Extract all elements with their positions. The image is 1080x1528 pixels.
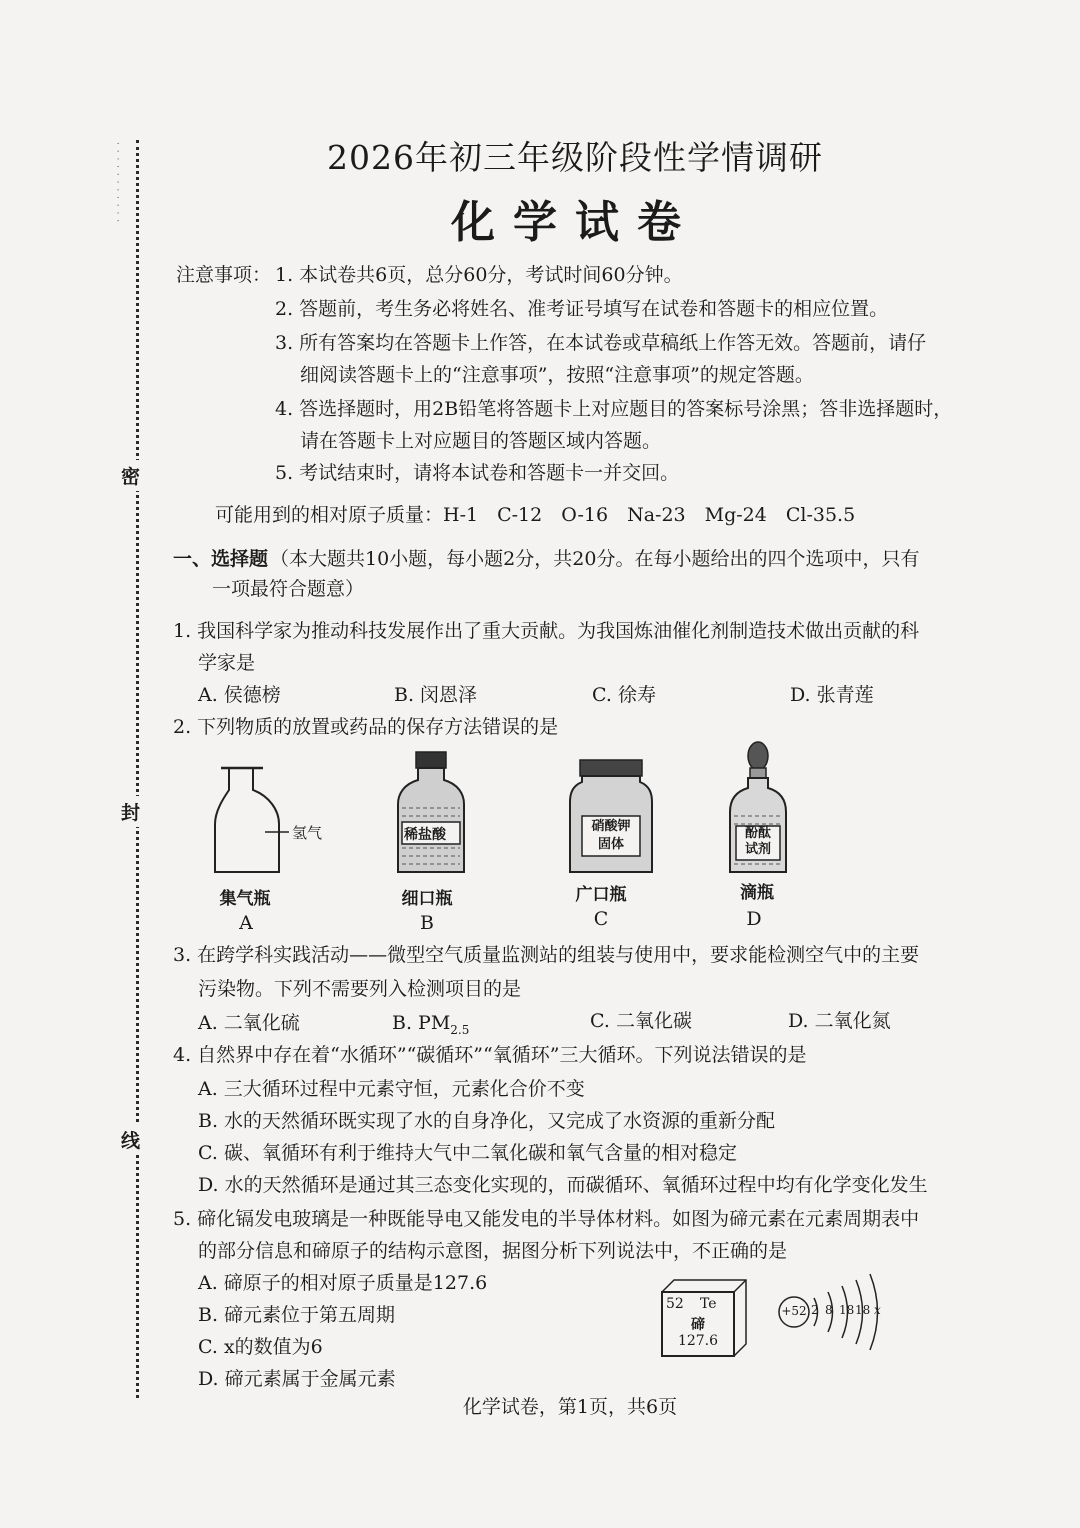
bottle-d-letter: D: [746, 908, 762, 930]
atom-shell-3: 18: [839, 1303, 855, 1317]
binding-char-mi: 密: [121, 460, 140, 491]
notice-label: 注意事项：: [176, 264, 272, 286]
section-title: 一、选择题: [173, 548, 269, 570]
atom-shell-4: 18: [855, 1303, 871, 1317]
narrow-mouth-bottle-figure: [394, 748, 474, 880]
q1-stem-cont: 学家是: [198, 652, 256, 674]
notice-item-4: 4. 答选择题时，用2B铅笔将答题卡上对应题目的答案标号涂黑；答非选择题时，: [275, 398, 953, 420]
bottle-a-letter: A: [239, 912, 253, 934]
q3-option-b-subscript: 2.5: [450, 1022, 470, 1037]
atomic-mass-line: 可能用到的相对原子质量：H-1 C-12 O-16 Na-23 Mg-24 Cl-35.5: [215, 504, 856, 526]
q4-option-c: C. 碳、氧循环有利于维持大气中二氧化碳和氧气含量的相对稳定: [198, 1142, 737, 1164]
q3-option-b-text: B. PM: [392, 1012, 451, 1034]
bottle-c-letter: C: [593, 908, 609, 930]
q4-option-b: B. 水的天然循环既实现了水的自身净化，又完成了水资源的重新分配: [198, 1110, 776, 1132]
atom-shell-1: 2: [811, 1303, 819, 1317]
bottle-d-caption: 滴瓶: [740, 883, 774, 903]
q3-stem-cont: 污染物。下列不需要列入检测项目的是: [198, 978, 522, 1000]
subject-title: 化学试卷: [451, 197, 699, 248]
section-desc-cont: 一项最符合题意）: [212, 578, 365, 600]
atom-shell-5: x: [874, 1303, 881, 1317]
page-footer: 化学试卷，第1页，共6页: [462, 1396, 678, 1418]
binding-dotted-line: [136, 140, 139, 1398]
section-desc: （本大题共10小题，每小题2分，共20分。在每小题给出的四个选项中，只有: [270, 548, 920, 570]
gas-bottle-label: 氢气: [292, 824, 323, 842]
q3-option-b: [392, 1010, 469, 1043]
element-name: 碲: [691, 1317, 705, 1333]
element-number: 52: [666, 1296, 684, 1312]
q5-option-d: D. 碲元素属于金属元素: [198, 1368, 396, 1390]
dropper-bottle-label-line1: 酚酞: [744, 826, 771, 841]
q5-option-a: A. 碲原子的相对原子质量是127.6: [198, 1272, 488, 1294]
notice-item-4-cont: 请在答题卡上对应题目的答题区域内答题。: [300, 430, 662, 452]
q4-option-d: D. 水的天然循环是通过其三态变化实现的，而碳循环、氧循环过程中均有化学变化发生: [198, 1174, 928, 1196]
q5-stem-cont: 的部分信息和碲原子的结构示意图，据图分析下列说法中，不正确的是: [198, 1240, 788, 1262]
q5-option-b: B. 碲元素位于第五周期: [198, 1304, 396, 1326]
q4-option-a: A. 三大循环过程中元素守恒，元素化合价不变: [198, 1078, 585, 1100]
notice-item-5: 5. 考试结束时，请将本试卷和答题卡一并交回。: [275, 462, 680, 484]
q5-option-c: C. x的数值为6: [198, 1336, 323, 1358]
q1-option-c: C. 徐寿: [592, 684, 656, 706]
notice-item-1: 1. 本试卷共6页，总分60分，考试时间60分钟。: [275, 264, 683, 286]
dropper-bottle-label-line2: 试剂: [744, 842, 771, 857]
q4-stem: 4. 自然界中存在着“水循环”“碳循环”“氧循环”三大循环。下列说法错误的是: [173, 1044, 807, 1066]
wide-bottle-label-line2: 固体: [597, 837, 624, 852]
bottle-b-letter: B: [420, 912, 434, 934]
q3-option-a: A. 二氧化硫: [198, 1012, 300, 1034]
wide-bottle-label: [583, 818, 639, 854]
q1-option-b: B. 闵恩泽: [394, 684, 478, 706]
q1-option-d: D. 张青莲: [790, 684, 874, 706]
q1-option-a: A. 侯德榜: [198, 684, 281, 706]
element-mass: 127.6: [677, 1333, 719, 1349]
bottle-b-caption: 细口瓶: [401, 889, 453, 909]
bottle-a-caption: 集气瓶: [219, 889, 271, 909]
q3-option-c: C. 二氧化碳: [590, 1010, 692, 1032]
binding-char-feng: 封: [121, 796, 140, 827]
scan-edge-mark: · · · · · · · · · · ·: [112, 142, 122, 224]
q3-option-d: D. 二氧化氮: [788, 1010, 891, 1032]
atom-shell-2: 8: [825, 1303, 833, 1317]
bottle-c-caption: 广口瓶: [575, 885, 627, 905]
notice-item-3-cont: 细阅读答题卡上的“注意事项”，按照“注意事项”的规定答题。: [300, 364, 814, 386]
wide-bottle-label-line1: 硝酸钾: [591, 819, 631, 834]
narrow-bottle-label: 稀盐酸: [404, 827, 446, 843]
exam-title: 2026年初三年级阶段性学情调研: [327, 138, 823, 177]
q5-stem: 5. 碲化镉发电玻璃是一种既能导电又能发电的半导体材料。如图为碲元素在元素周期表中: [173, 1208, 920, 1230]
q1-stem: 1. 我国科学家为推动科技发展作出了重大贡献。为我国炼油催化剂制造技术做出贡献的科: [173, 620, 920, 642]
binding-char-xian: 线: [121, 1124, 140, 1155]
dropper-bottle-label: [736, 826, 780, 858]
q2-stem: 2. 下列物质的放置或药品的保存方法错误的是: [173, 716, 559, 738]
notice-item-3: 3. 所有答案均在答题卡上作答，在本试卷或草稿纸上作答无效。答题前，请仔: [275, 332, 927, 354]
q3-stem: 3. 在跨学科实践活动——微型空气质量监测站的组装与使用中，要求能检测空气中的主要: [173, 944, 920, 966]
atom-nucleus: +52: [781, 1304, 807, 1318]
element-symbol: Te: [700, 1296, 717, 1312]
notice-item-2: 2. 答题前，考生务必将姓名、准考证号填写在试卷和答题卡的相应位置。: [275, 298, 889, 320]
